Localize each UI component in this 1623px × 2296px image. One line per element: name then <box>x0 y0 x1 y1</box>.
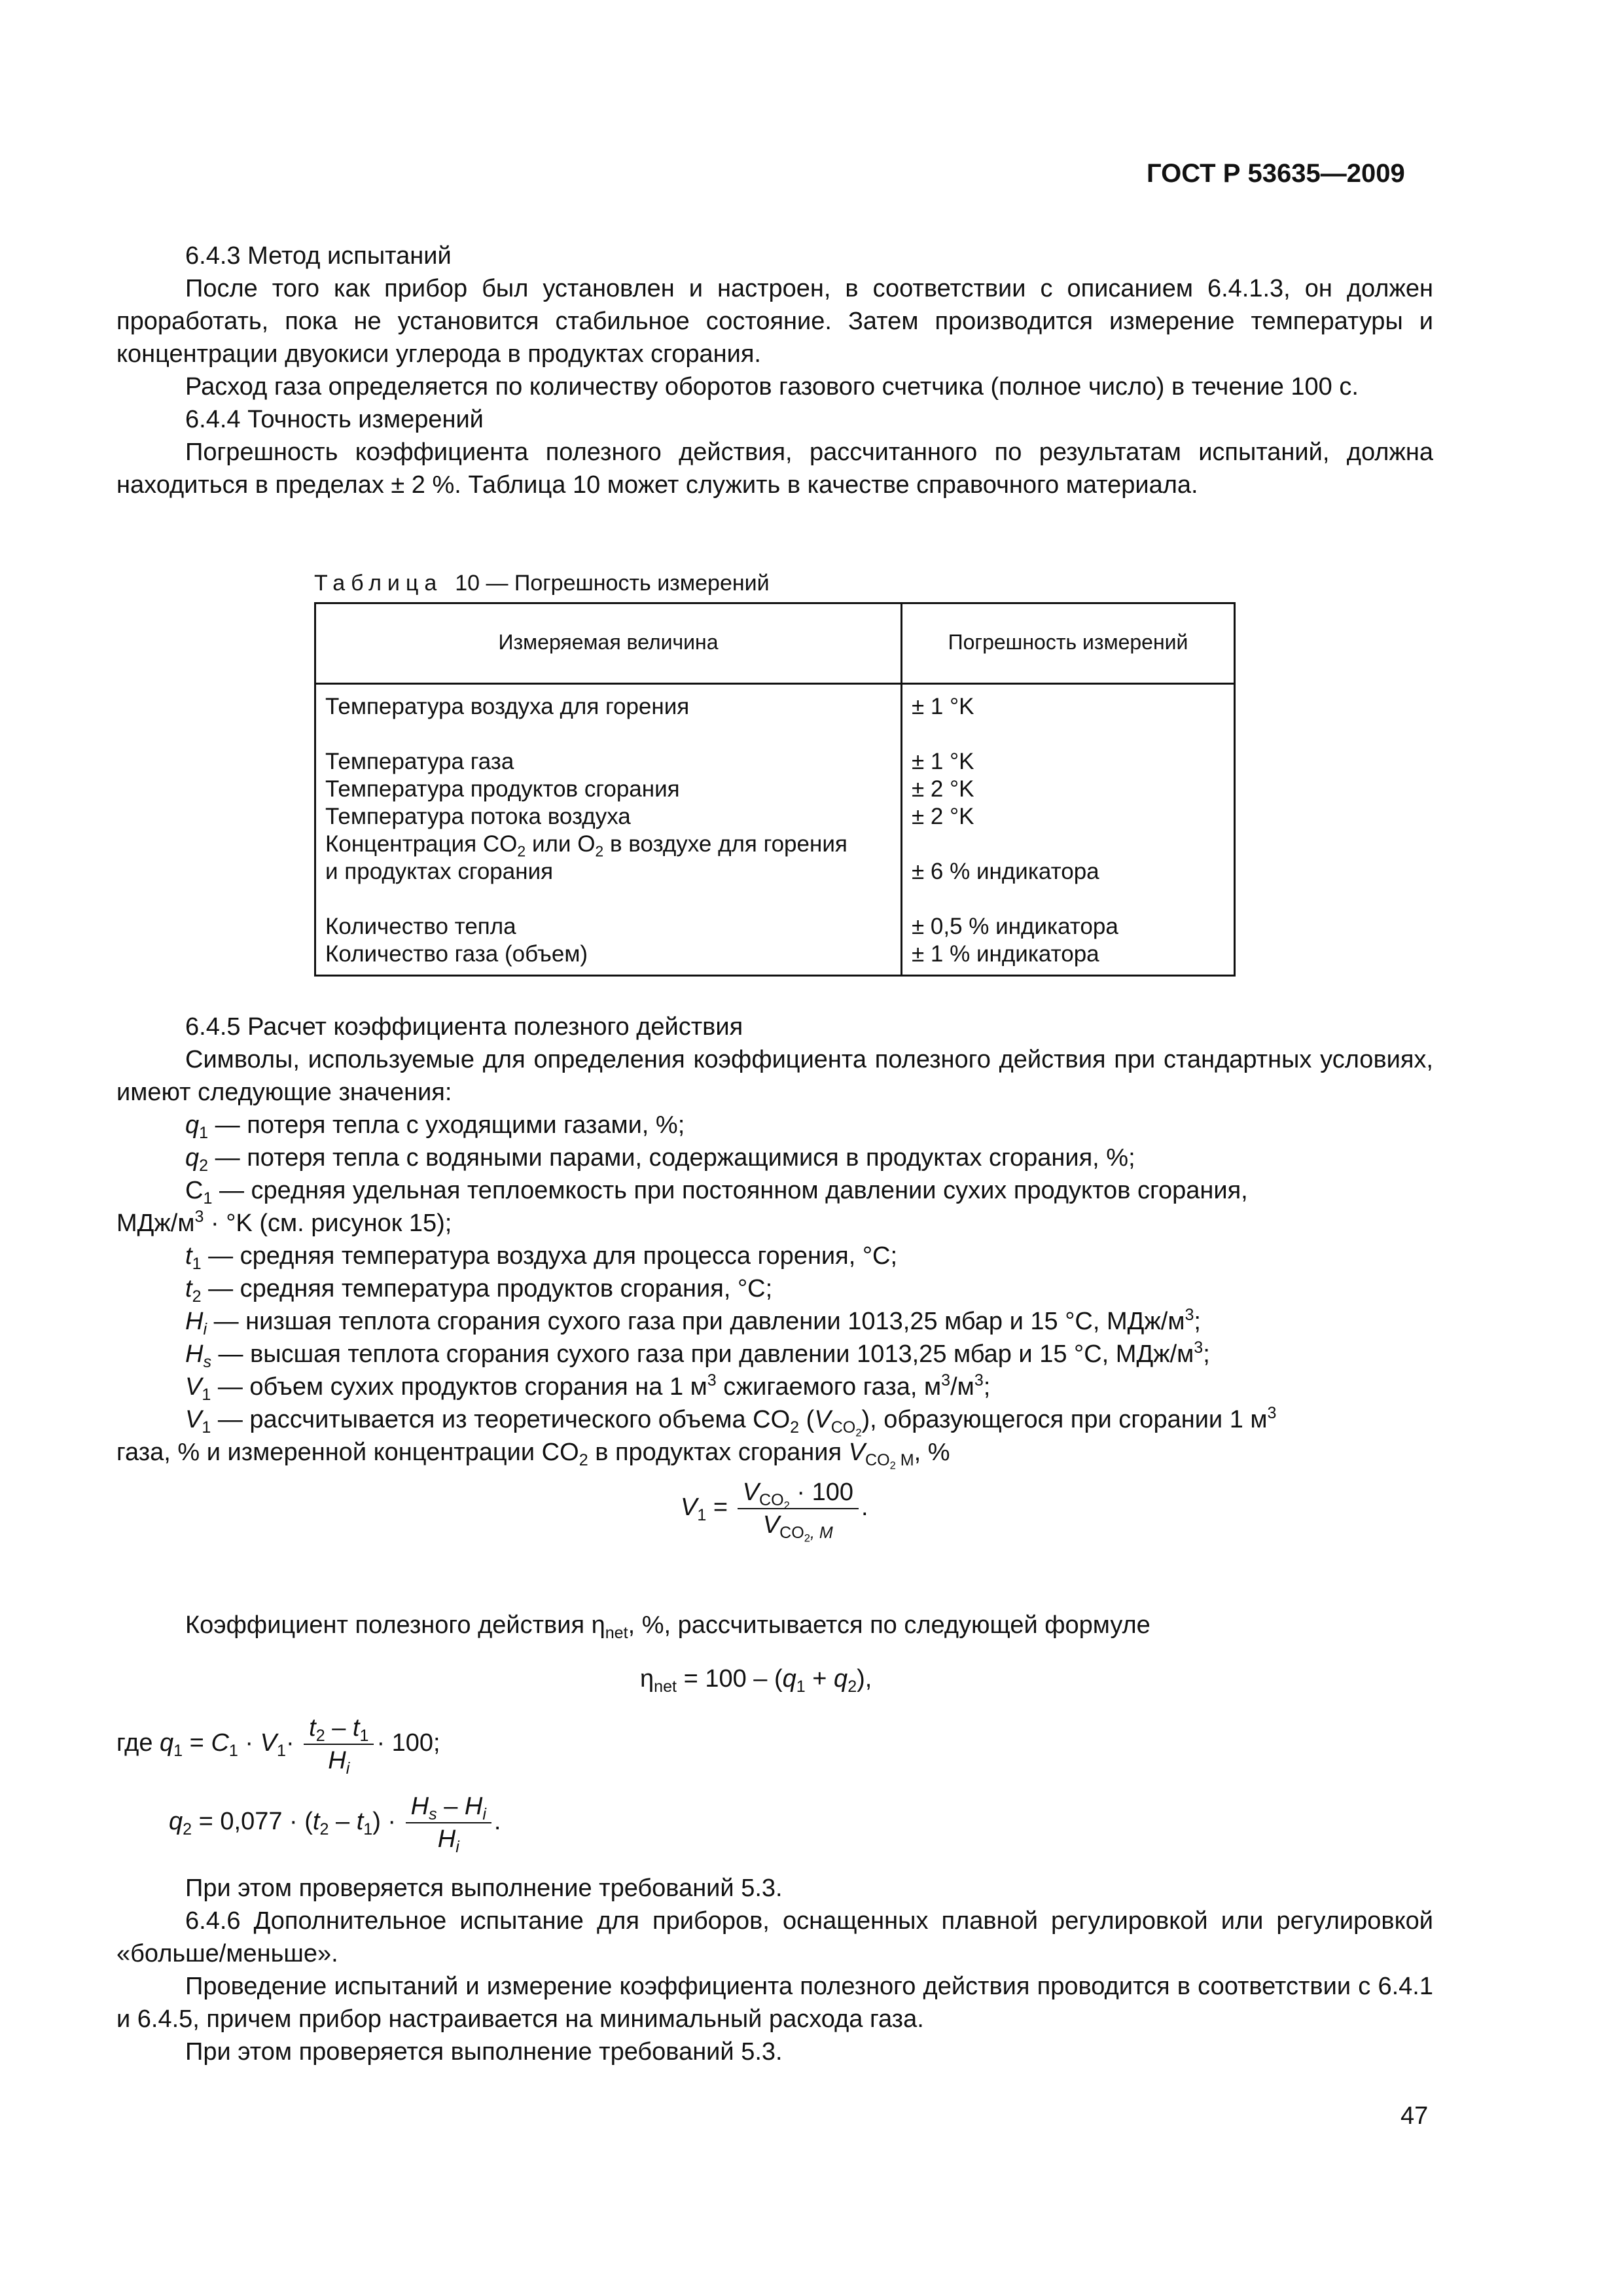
symbol-definition: $t_1$ — средняя температура воздуха для процесса горения, °C; <box>185 1242 898 1274</box>
table-cell: Концентрация $CO_2$ или $O_2$ в воздухе для горения <box>325 831 847 860</box>
formula-q1: где $q_1 = C_1 \cdot V_1\cdot$ $\frac{t_2 - t_1}{H_i}$ · 100; <box>116 1714 440 1778</box>
table-header-error: Погрешность измерений <box>948 630 1188 654</box>
page-number: 47 <box>1400 2102 1429 2130</box>
efficiency-sentence: Коэффициент полезного действия $\eta_{net}$, %, рассчитывается по следующей формуле <box>185 1611 1150 1643</box>
paragraph: Символы, используемые для определения коэффициента полезного действия при стандартных условиях, имеют следующие значения: <box>116 1046 1433 1106</box>
table-caption-word: Таблица <box>314 571 443 596</box>
error-table <box>314 602 1236 977</box>
table-column-divider <box>901 604 902 975</box>
formula-v1: $V_1$ = $\frac{V_{CO_2} \cdot 100}{V_{CO_2, M}}$ . <box>681 1479 868 1545</box>
paragraph: После того как прибор был установлен и настроен, в соответствии с описанием 6.4.1.3, он должен проработать, пока не установится стабильное состояние. Затем производится измерение температуры и концентрации двуокиси углерода в продуктах сгорания. <box>116 275 1433 368</box>
table-cell: ± 6 % индикатора <box>912 859 1099 884</box>
table-cell: ± 1 % индикатора <box>912 941 1099 967</box>
table-cell: ± 1 °K <box>912 694 974 719</box>
symbol-definition: $H_s$ — высшая теплота сгорания сухого газа при давлении 1013,25 мбар и 15 °C, МДж/$м^3$; <box>185 1338 1210 1372</box>
symbol-definition: $C_1$ — средняя удельная теплоемкость при постоянном давлении сухих продуктов сгорания, <box>185 1177 1248 1208</box>
formula-efficiency: $\eta_{net} = 100 - (q_1 + q_2)$, <box>640 1665 872 1696</box>
table-cell: ± 0,5 % индикатора <box>912 914 1118 939</box>
symbol-definition: $V_1$ — рассчитывается из теоретического объема $CO_2$ $(V_{CO_2})$, образующегося при сгорании 1 $м^3$ <box>185 1404 1277 1439</box>
section-6-4-6 <box>116 1872 1433 2068</box>
table-cell: Температура газа <box>325 749 514 774</box>
table-cell: Температура продуктов сгорания <box>325 776 680 802</box>
table-caption-text: 10 — Погрешность измерений <box>455 571 770 596</box>
table-cell: Температура потока воздуха <box>325 804 631 829</box>
paragraph: При этом проверяется выполнение требований 5.3. <box>185 2038 783 2066</box>
section-title: 6.4.5 Расчет коэффициента полезного действия <box>185 1013 743 1041</box>
table-column-quantity <box>325 693 895 968</box>
table-cell: Температура воздуха для горения <box>325 694 690 719</box>
table-cell: Количество газа (объем) <box>325 941 588 967</box>
symbol-definition-continued: МДж/$м^3 \cdot ^\circ K$ (см. рисунок 15); <box>116 1208 452 1237</box>
table-cell: Количество тепла <box>325 914 516 939</box>
paragraph: 6.4.6 Дополнительное испытание для приборов, оснащенных плавной регулировкой или регулировкой «больше/меньше». <box>116 1907 1433 1967</box>
symbol-definition: $q_2$ — потеря тепла с водяными парами, содержащимися в продуктах сгорания, %; <box>185 1144 1135 1175</box>
fraction: $\frac{t_2 - t_1}{H_i}$ <box>304 1713 374 1775</box>
fraction: $\frac{H_s - H_i}{H_i}$ <box>406 1792 491 1854</box>
table-cell: ± 2 °K <box>912 804 974 829</box>
table-cell: и продуктах сгорания <box>325 859 554 884</box>
section-title: 6.4.3 Метод испытаний <box>185 242 452 270</box>
symbol-definition: $V_1$ — объем сухих продуктов сгорания на 1 $м^3$ сжигаемого газа, $м^3/м^3$; <box>185 1371 991 1405</box>
formula-q2: $q_2 = 0,077 \cdot (t_2 - t_1)$ · $\frac{H_s - H_i}{H_i}$ . <box>169 1793 501 1857</box>
section-title: 6.4.4 Точность измерений <box>185 406 484 433</box>
paragraph: Расход газа определяется по количеству оборотов газового счетчика (полное число) в течение 100 с. <box>185 373 1359 401</box>
paragraph: При этом проверяется выполнение требований 5.3. <box>185 1874 783 1902</box>
table-header-quantity: Измеряемая величина <box>498 630 719 654</box>
section-6-4-5 <box>116 1011 1433 1472</box>
paragraph: Погрешность коэффициента полезного действия, рассчитанного по результатам испытаний, должна находиться в пределах ± 2 %. Таблица 10 может служить в качестве справочного материала. <box>116 439 1433 499</box>
table-header-divider <box>316 683 1234 685</box>
fraction: $\frac{V_{CO_2} \cdot 100}{V_{CO_2, M}}$ <box>738 1478 859 1539</box>
table-cell: ± 2 °K <box>912 776 974 802</box>
section-6-4-3 <box>116 240 1433 501</box>
table-caption <box>314 567 770 600</box>
symbol-definition: $t_2$ — средняя температура продуктов сгорания, °C; <box>185 1275 773 1306</box>
symbol-definition: $H_i$ — низшая теплота сгорания сухого газа при давлении 1013,25 мбар и 15 °C, МДж/$м^3$; <box>185 1306 1201 1339</box>
symbol-definition-continued: газа, % и измеренной концентрации $CO_2$ в продуктах сгорания $V_{CO_2 M}$, % <box>116 1439 950 1472</box>
table-column-error <box>912 693 1232 968</box>
standard-code: ГОСТ Р 53635—2009 <box>1147 159 1405 188</box>
paragraph: Проведение испытаний и измерение коэффициента полезного действия проводится в соответствии с 6.4.1 и 6.4.5, причем прибор настраивается на минимальный расхода газа. <box>116 1973 1433 2033</box>
symbol-definition: $q_1$ — потеря тепла с уходящими газами, %; <box>185 1111 685 1143</box>
table-cell: ± 1 °K <box>912 749 974 774</box>
